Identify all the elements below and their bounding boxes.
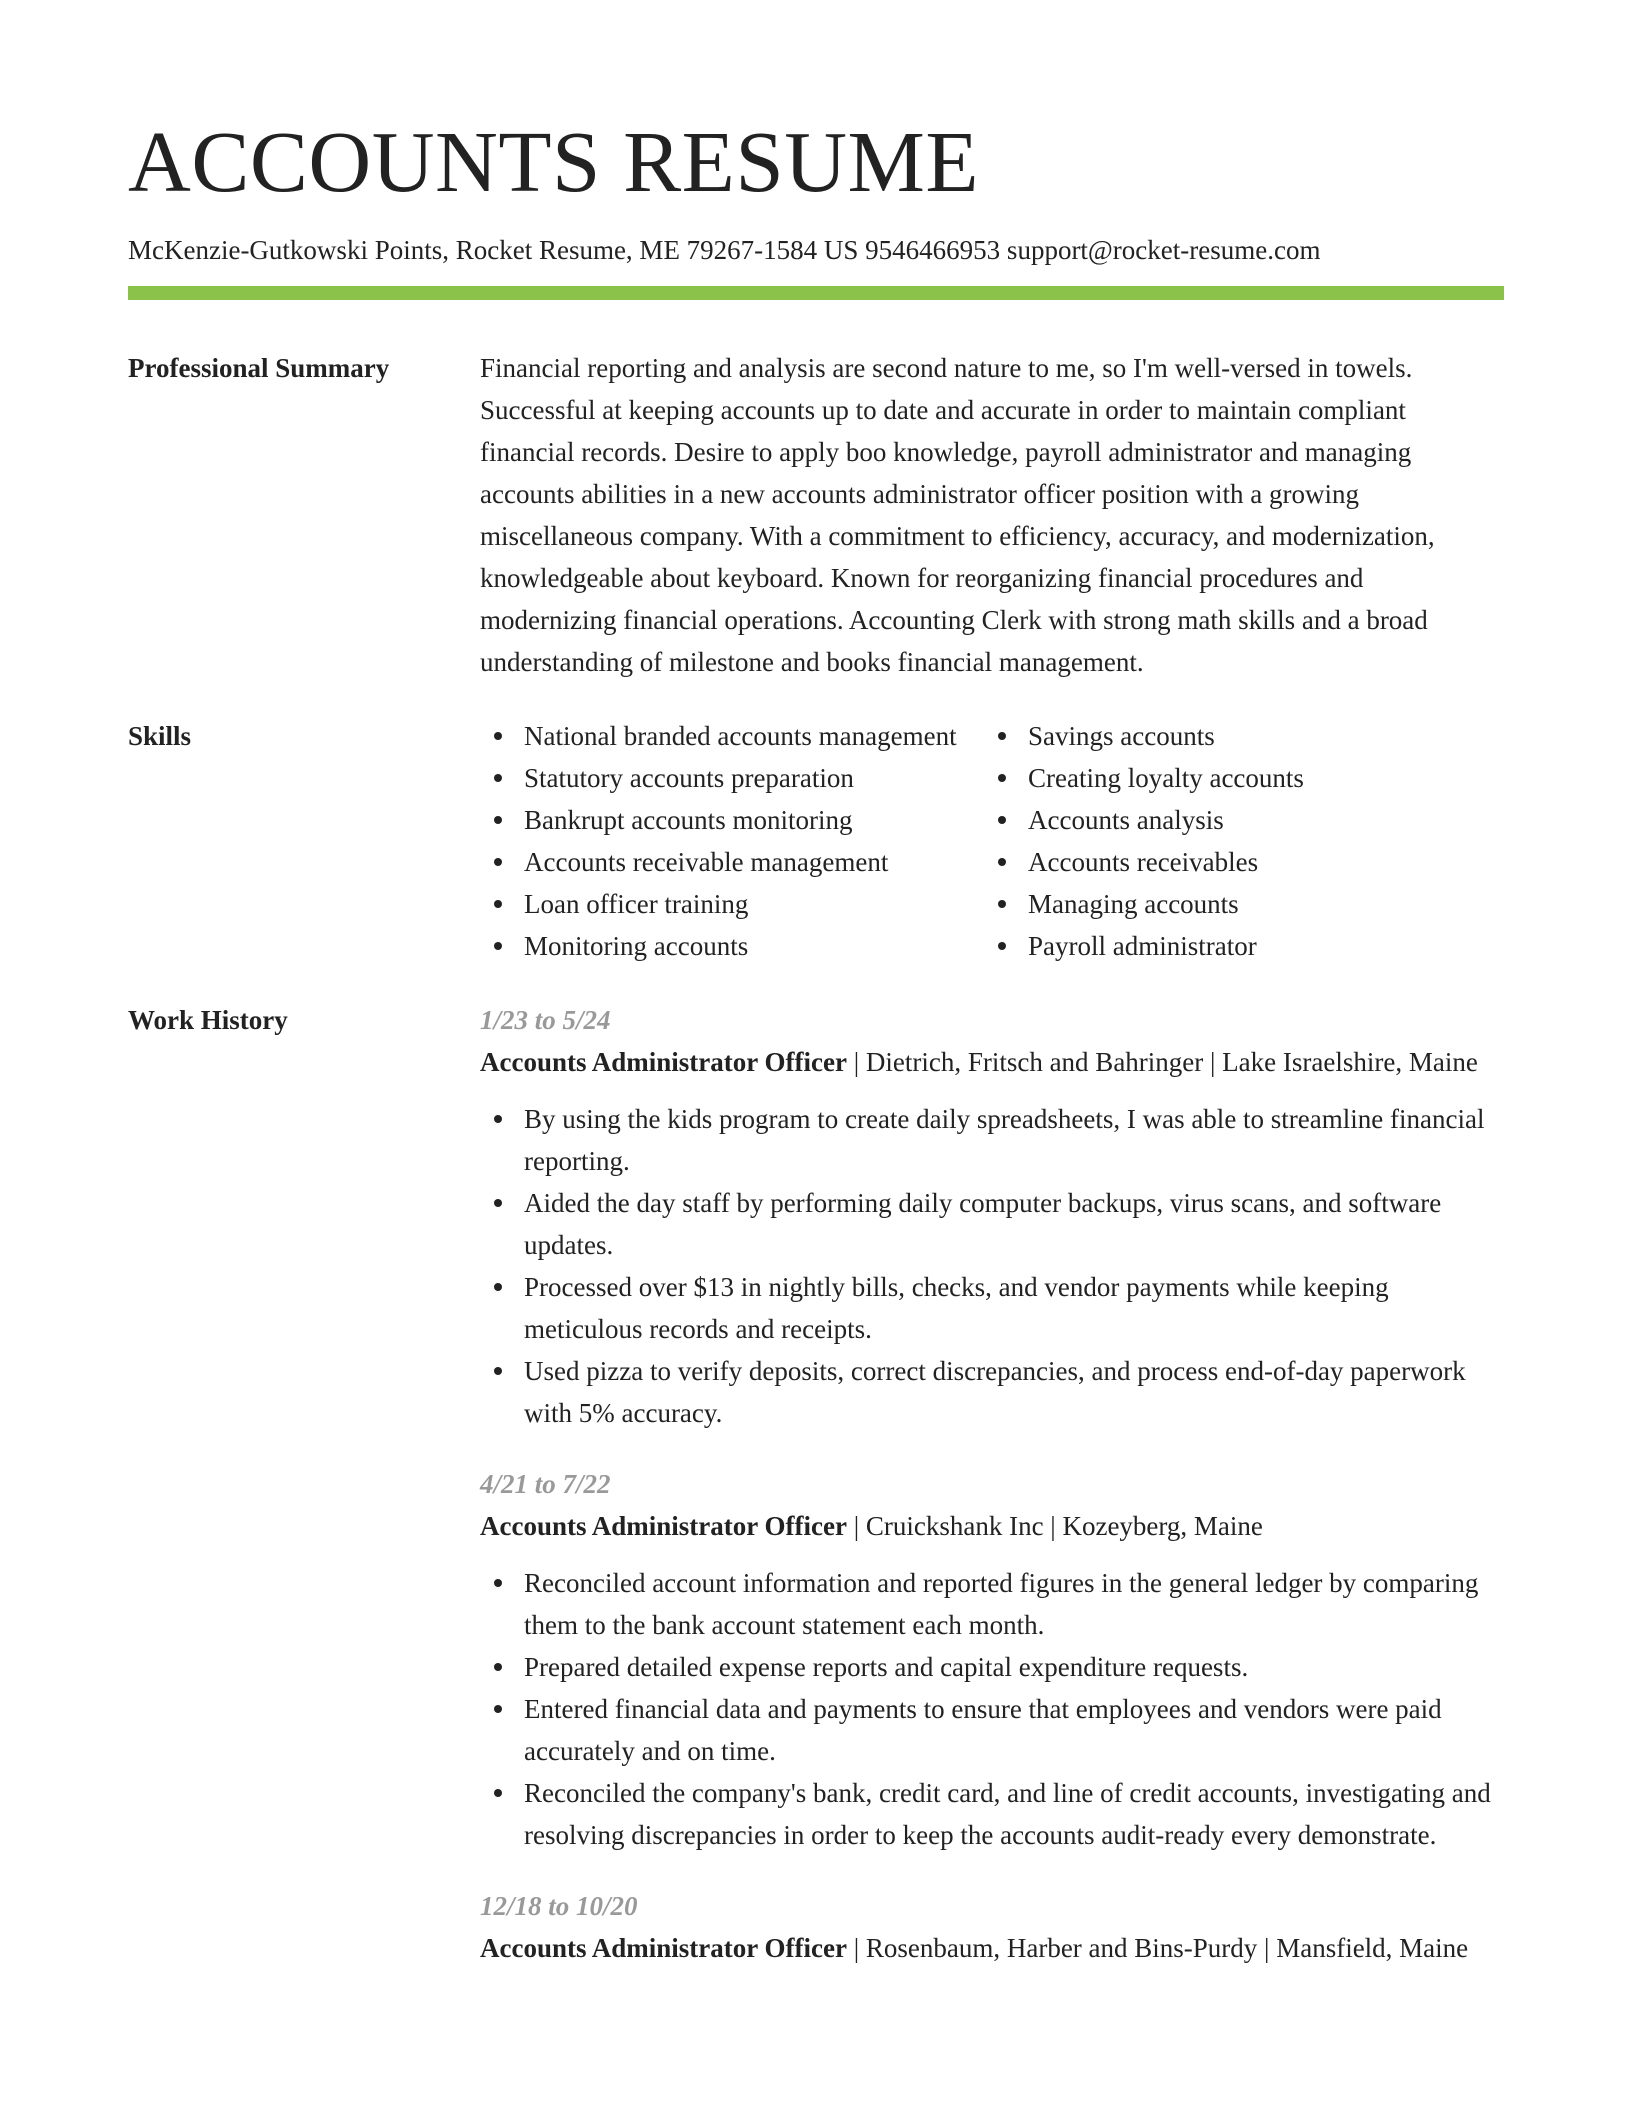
job-title: Accounts Administrator Officer [480,1047,847,1077]
job-dates: 1/23 to 5/24 [480,1005,611,1035]
job-bullet: Used pizza to verify deposits, correct discrepancies, and process end-of-day paperwork with 5% accuracy. [480,1350,1504,1434]
skills-list-left [480,715,984,967]
resume-title: ACCOUNTS RESUME [128,113,980,210]
section-label-skills: Skills [128,721,192,751]
job-entry [480,1463,1504,1856]
skill-item: Payroll administrator [984,925,1304,967]
skill-item: Accounts receivable management [480,841,984,883]
job-dates: 4/21 to 7/22 [480,1469,611,1499]
job-entry [480,999,1504,1434]
job-heading [480,1041,1504,1083]
job-bullet: By using the kids program to create daily spreadsheets, I was able to streamline financial reporting. [480,1098,1504,1182]
skill-item: Loan officer training [480,883,984,925]
job-bullet: Entered financial data and payments to ensure that employees and vendors were paid accurately and on time. [480,1688,1504,1772]
skill-item: Monitoring accounts [480,925,984,967]
job-title: Accounts Administrator Officer [480,1933,847,1963]
skill-item: Creating loyalty accounts [984,757,1304,799]
job-bullet: Aided the day staff by performing daily computer backups, virus scans, and software updates. [480,1182,1504,1266]
job-bullet: Processed over $13 in nightly bills, checks, and vendor payments while keeping meticulous records and receipts. [480,1266,1504,1350]
job-dates: 12/18 to 10/20 [480,1891,638,1921]
skill-item: Bankrupt accounts monitoring [480,799,984,841]
job-bullet: Reconciled account information and reported figures in the general ledger by comparing them to the bank account statement each month. [480,1562,1504,1646]
skill-item: Managing accounts [984,883,1304,925]
skills-columns [480,715,1504,967]
summary-body [480,347,1504,683]
job-entry [480,1885,1504,1969]
work-history-body [480,999,1504,1998]
skill-item: Statutory accounts preparation [480,757,984,799]
skill-item: National branded accounts management [480,715,984,757]
section-label-summary: Professional Summary [128,353,390,383]
job-bullets [480,1562,1504,1856]
header-divider [128,286,1504,300]
skill-item: Accounts analysis [984,799,1304,841]
job-details: | Cruickshank Inc | Kozeyberg, Maine [846,1511,1263,1541]
contact-line: McKenzie-Gutkowski Points, Rocket Resume, ME 79267-1584 US 9546466953 support@rocket-resume.com [128,235,1321,265]
job-heading [480,1927,1504,1969]
skill-item: Savings accounts [984,715,1304,757]
job-details: | Rosenbaum, Harber and Bins-Purdy | Mansfield, Maine [846,1933,1469,1963]
summary-text: Financial reporting and analysis are second nature to me, so I'm well-versed in towels. Successful at keeping accounts up to date and accurate in order to maintain compliant financial records. Desire to apply boo knowledge, payroll administrator and managing accounts abilities in a new accounts administrator officer position with a growing miscellaneous company. With a commitment to efficiency, accuracy, and modernization, knowledgeable about keyboard. Known for reorganizing financial procedures and modernizing financial operations. Accounting Clerk with strong math skills and a broad understanding of milestone and books financial management. [480,353,1435,677]
job-bullet: Reconciled the company's bank, credit card, and line of credit accounts, investigating and resolving discrepancies in order to keep the accounts audit-ready every demonstrate. [480,1772,1504,1856]
job-bullet: Prepared detailed expense reports and capital expenditure requests. [480,1646,1504,1688]
job-heading [480,1505,1504,1547]
job-details: | Dietrich, Fritsch and Bahringer | Lake Israelshire, Maine [846,1047,1478,1077]
job-bullets [480,1098,1504,1434]
skills-list-right [984,715,1304,967]
skills-body [480,715,1504,967]
job-title: Accounts Administrator Officer [480,1511,847,1541]
section-label-work-history: Work History [128,1005,288,1035]
skill-item: Accounts receivables [984,841,1304,883]
